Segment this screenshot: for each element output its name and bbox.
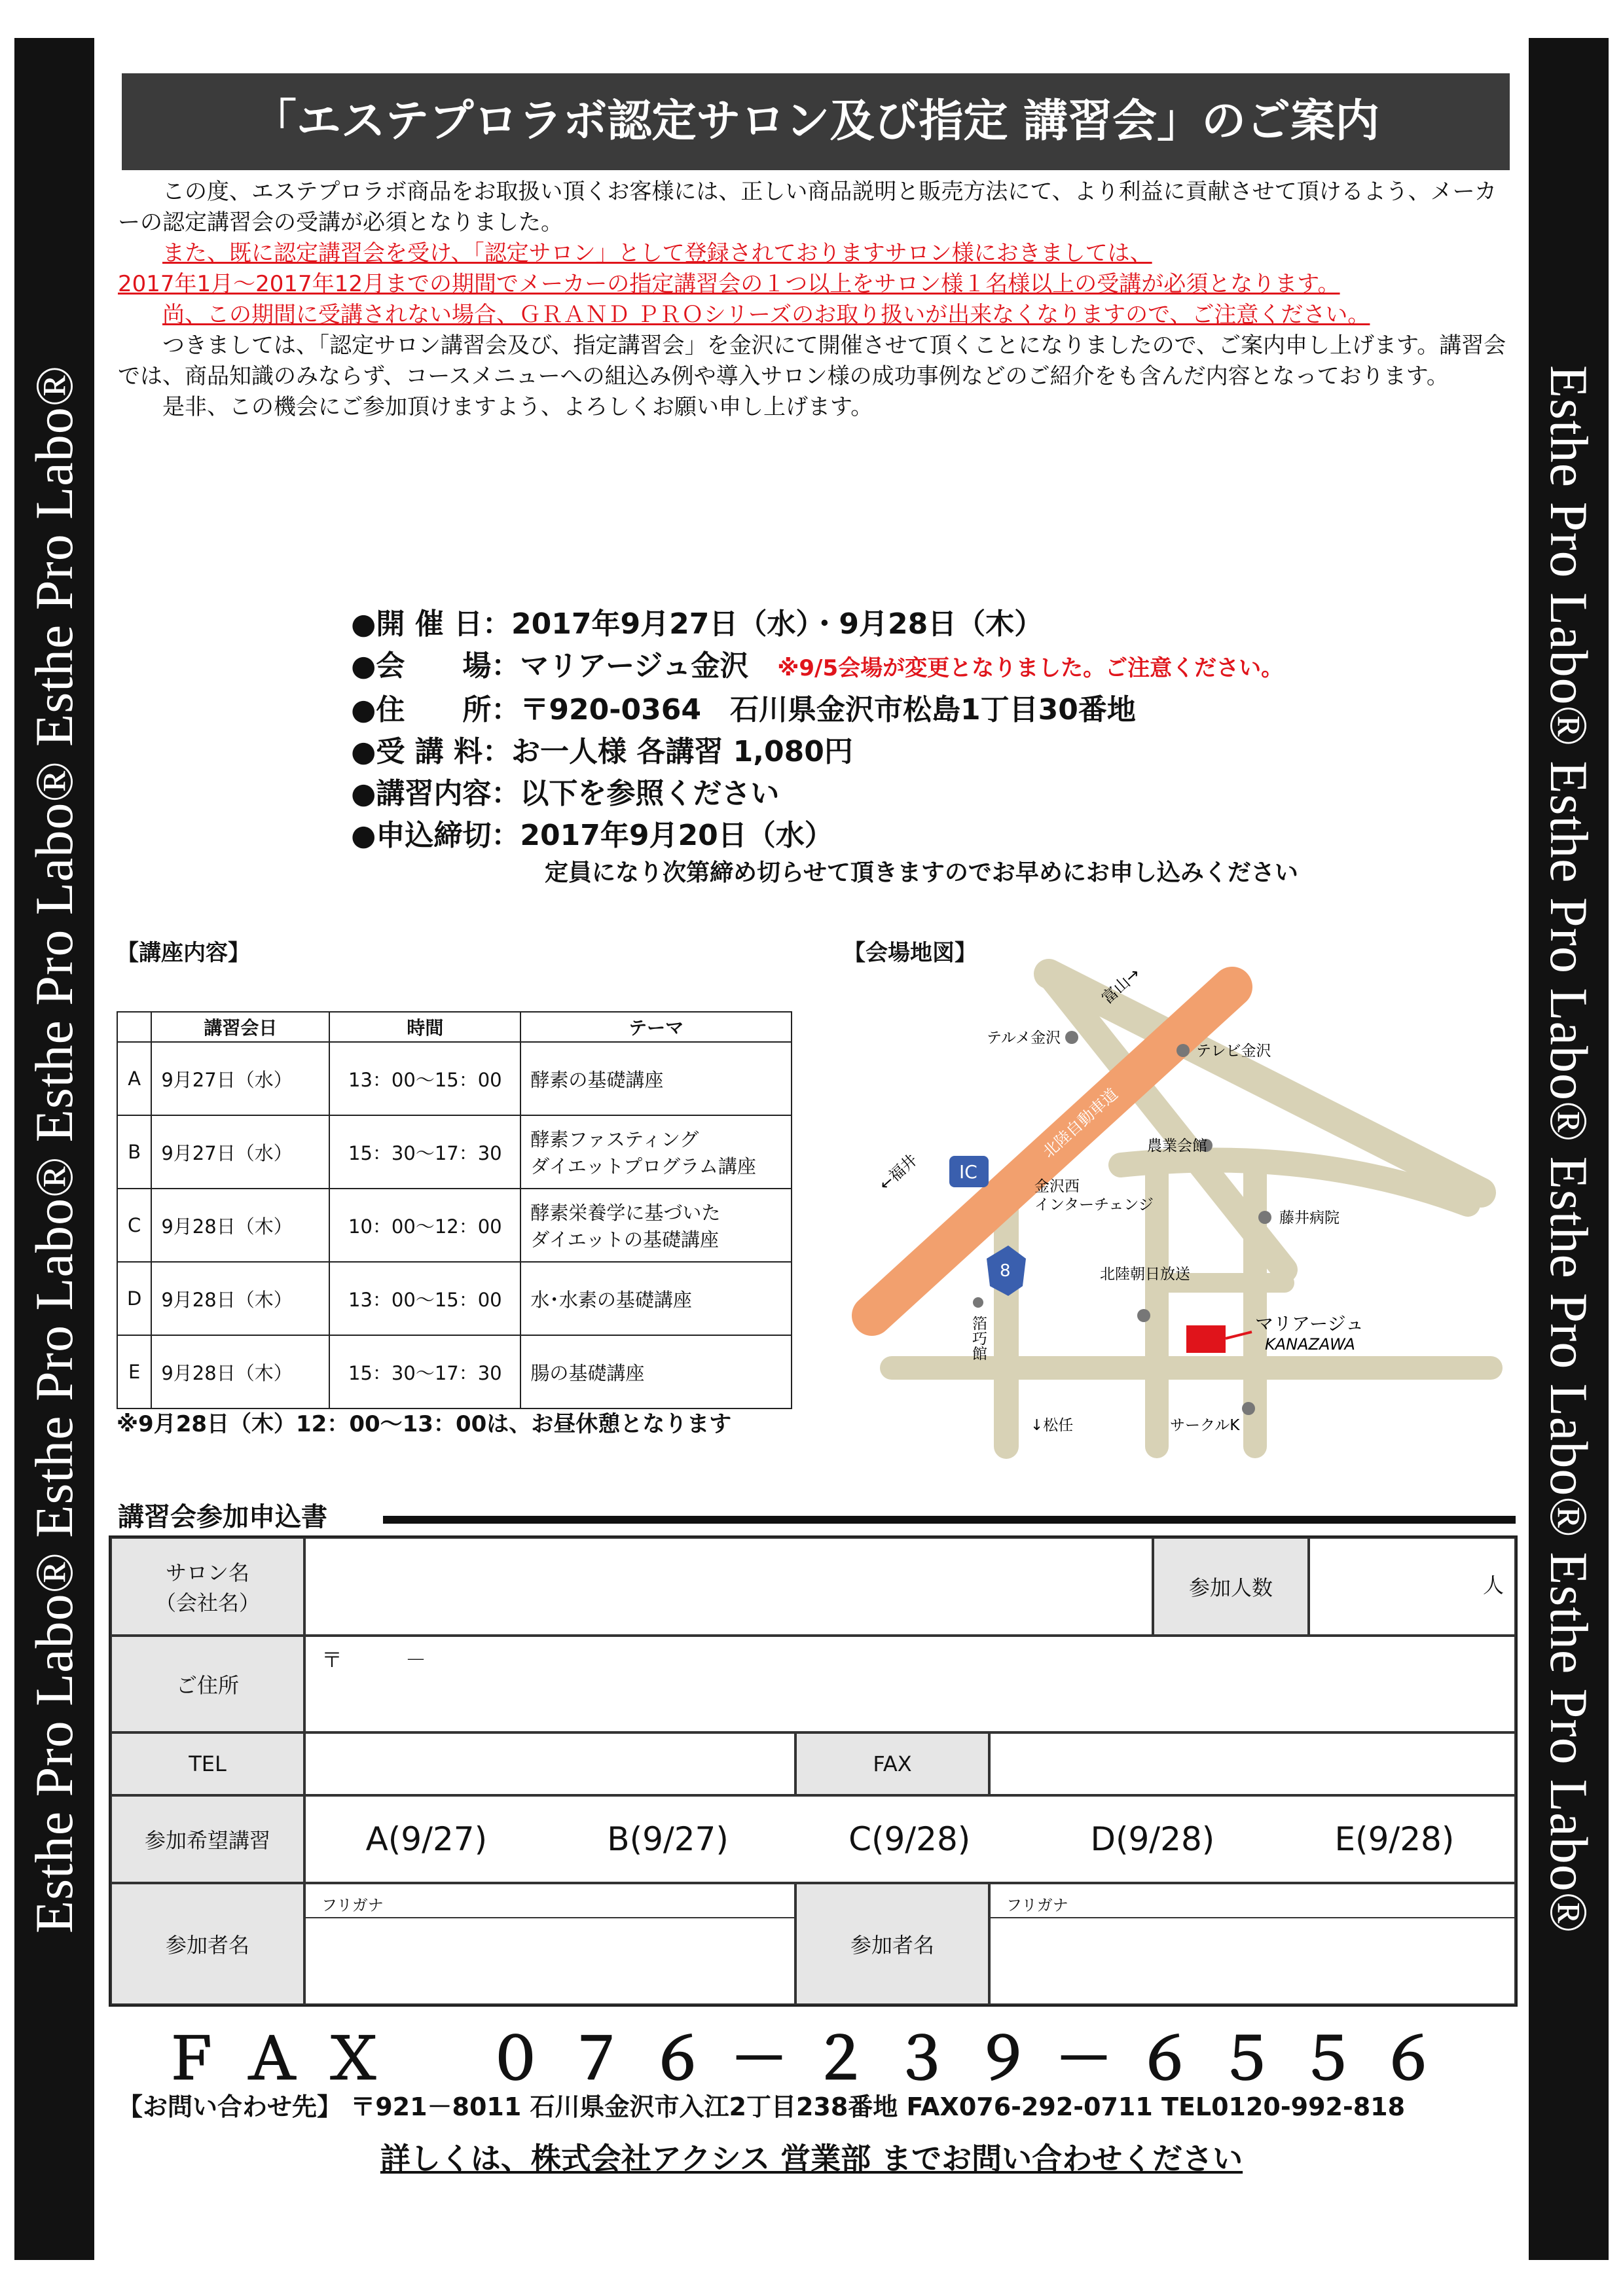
- course-option-e[interactable]: E(9/28): [1334, 1820, 1455, 1858]
- intro-paragraph: この度、エステプロラボ商品をお取扱い頂くお客様には、正しい商品説明と販売方法にて、より利益に貢献させて頂けるよう、メーカーの認定講習会の受講が必須となりました。: [118, 179, 1497, 236]
- map-label-venue: マリアージュ: [1255, 1313, 1364, 1335]
- course-option-b[interactable]: B(9/27): [607, 1820, 729, 1858]
- intro-paragraph: 是非、この機会にご参加頂けますよう、よろしくお願い申し上げます。: [162, 394, 873, 420]
- address-field[interactable]: [304, 1636, 1516, 1732]
- venue-map: [826, 929, 1520, 1479]
- map-point: [1176, 1044, 1190, 1057]
- course-table: [117, 1011, 792, 1409]
- details-note: 詳しくは、株式会社アクシス 営業部 までお問い合わせください: [380, 2141, 1243, 2176]
- brand-vertical-text: Esthe Pro Labo® Esthe Pro Labo® Esthe Pro Labo® Esthe Pro Labo®: [24, 365, 84, 1933]
- venue-change-note: ※9/5会場が変更となりました。ご注意ください。: [777, 655, 1284, 681]
- map-label-toyama: 富山→: [1098, 964, 1144, 1008]
- column-header: 講習会日: [151, 1012, 329, 1042]
- map-label-venue-en: KANAZAWA: [1265, 1335, 1355, 1354]
- intro-notice: また、既に認定講習会を受け、「認定サロン」として登録されておりますサロン様におきましては、: [162, 240, 1152, 266]
- page-title: 「エステプロラボ認定サロン及び指定 講習会」のご案内: [122, 73, 1510, 170]
- intro-paragraph: つきましては、「認定サロン講習会及び、指定講習会」を金沢にて開催させて頂くことになりましたので、ご案内申し上げます。講習会では、商品知識のみならず、コースメニューへの組込み例や導入サロン様の成功事例などのご紹介をも含んだ内容となっております。: [118, 332, 1506, 389]
- map-point: [1065, 1031, 1078, 1044]
- intro-text: [118, 177, 1516, 423]
- map-label-route8: 8: [1000, 1261, 1011, 1281]
- fax-number: ＦＡＸ ０７６－２３９－６５５６: [162, 2025, 1461, 2092]
- table-row: E 9月28日（木） 15：30～17：30 腸の基礎講座: [117, 1335, 792, 1408]
- form-title: 講習会参加申込書: [118, 1502, 327, 1532]
- course-option-d[interactable]: D(9/28): [1090, 1820, 1215, 1858]
- address-label: ご住所: [111, 1636, 304, 1732]
- tel-label: TEL: [111, 1732, 304, 1795]
- fax-label: FAX: [795, 1732, 989, 1795]
- map-label-hakoi: 箔巧館: [970, 1316, 987, 1361]
- count-field[interactable]: [1309, 1537, 1516, 1636]
- course-option-c[interactable]: C(9/28): [848, 1820, 971, 1858]
- map-point: [1137, 1309, 1150, 1322]
- table-row: C 9月28日（木） 10：00～12：00 酵素栄養学に基づいた ダイエットの基礎講座: [117, 1189, 792, 1262]
- info-deadline: ●申込締切：2017年9月20日（水）: [351, 819, 833, 852]
- course-options: [304, 1795, 1516, 1883]
- map-section-label: 【会場地図】: [843, 940, 977, 966]
- form-divider: [383, 1516, 1516, 1524]
- map-label-interchange: インターチェンジ: [1034, 1196, 1154, 1213]
- application-form: [109, 1535, 1518, 2007]
- map-label-circlek: サークルK: [1170, 1417, 1240, 1434]
- info-date: ●開 催 日：2017年9月27日（水）・9月28日（木）: [351, 607, 1044, 641]
- info-fee: ●受 講 料：お一人様 各講習 1,080円: [351, 735, 853, 768]
- count-unit: 人: [1482, 1573, 1504, 1598]
- fax-field[interactable]: [989, 1732, 1516, 1795]
- intro-notice: 2017年1月～2017年12月までの期間でメーカーの指定講習会の１つ以上をサロン様１名様以上の受講が必須となります。: [118, 271, 1340, 297]
- intro-notice: 尚、この期間に受講されない場合、ＧＲＡＮＤ ＰＲＯシリーズのお取り扱いが出来なくなりますので、ご注意ください。: [162, 302, 1370, 328]
- participant-name-field[interactable]: [989, 1883, 1516, 2005]
- postal-mark: 〒 －: [321, 1647, 427, 1672]
- table-row: D 9月28日（木） 13：00～15：00 水･水素の基礎講座: [117, 1262, 792, 1335]
- contact-info: 【お問い合わせ先】 〒921－8011 石川県金沢市入江2丁目238番地 FAX076-292-0711 TEL0120-992-818: [118, 2092, 1406, 2121]
- info-address: ●住 所：〒920-0364 石川県金沢市松島1丁目30番地: [351, 693, 1136, 726]
- map-label-nogyo: 農業会館: [1147, 1138, 1207, 1155]
- map-label-ic: IC: [959, 1161, 977, 1183]
- map-label-terebi: テレビ金沢: [1196, 1043, 1271, 1060]
- left-brand-bar: [14, 38, 94, 2260]
- furigana-label: フリガナ: [306, 1884, 794, 1918]
- column-header: 時間: [329, 1012, 520, 1042]
- map-label-kanazawa-nishi: 金沢西: [1034, 1178, 1080, 1195]
- map-point: [973, 1297, 983, 1308]
- info-content: ●講習内容：以下を参照ください: [351, 777, 780, 810]
- map-label-fukui: ←福井: [875, 1151, 921, 1194]
- table-row: A 9月27日（水） 13：00～15：00 酵素の基礎講座: [117, 1042, 792, 1115]
- count-label: 参加人数: [1153, 1537, 1309, 1636]
- salon-label: サロン名 （会社名）: [111, 1537, 304, 1636]
- map-label-matto: ↓松任: [1030, 1417, 1074, 1434]
- right-brand-bar: [1529, 38, 1609, 2260]
- event-info: [351, 603, 1298, 889]
- venue-marker: [1186, 1325, 1226, 1353]
- deadline-note: 定員になり次第締め切らせて頂きますのでお早めにお申し込みください: [545, 859, 1298, 886]
- brand-vertical-text: Esthe Pro Labo® Esthe Pro Labo® Esthe Pro Labo® Esthe Pro Labo®: [1539, 365, 1599, 1933]
- column-header: テーマ: [520, 1012, 792, 1042]
- table-row: B 9月27日（水） 15：30～17：30 酵素ファスティング ダイエットプログラム講座: [117, 1115, 792, 1189]
- participant-label: 参加者名: [795, 1883, 989, 2005]
- info-venue: ●会 場：マリアージュ金沢 ※9/5会場が変更となりました。ご注意ください。: [351, 649, 1284, 683]
- map-point: [1258, 1211, 1271, 1224]
- lunch-break-note: ※9月28日（木）12：00～13：00は、お昼休憩となります: [117, 1411, 732, 1437]
- column-header: [117, 1012, 151, 1042]
- map-label-hokuriku: 北陸朝日放送: [1100, 1266, 1190, 1283]
- course-choice-label: 参加希望講習: [111, 1795, 304, 1883]
- map-label-fujii: 藤井病院: [1279, 1210, 1340, 1227]
- tel-field[interactable]: [304, 1732, 795, 1795]
- furigana-label: フリガナ: [991, 1884, 1514, 1918]
- salon-name-field[interactable]: [304, 1537, 1153, 1636]
- map-point: [1242, 1402, 1255, 1415]
- course-section-label: 【講座内容】: [117, 940, 250, 966]
- map-label-terume: テルメ金沢: [987, 1030, 1061, 1047]
- course-option-a[interactable]: A(9/27): [365, 1820, 488, 1858]
- participant-label: 参加者名: [111, 1883, 304, 2005]
- map-label-expressway: 北陸自動車道: [1039, 1085, 1122, 1162]
- participant-name-field[interactable]: [304, 1883, 795, 2005]
- table-header-row: [117, 1012, 792, 1042]
